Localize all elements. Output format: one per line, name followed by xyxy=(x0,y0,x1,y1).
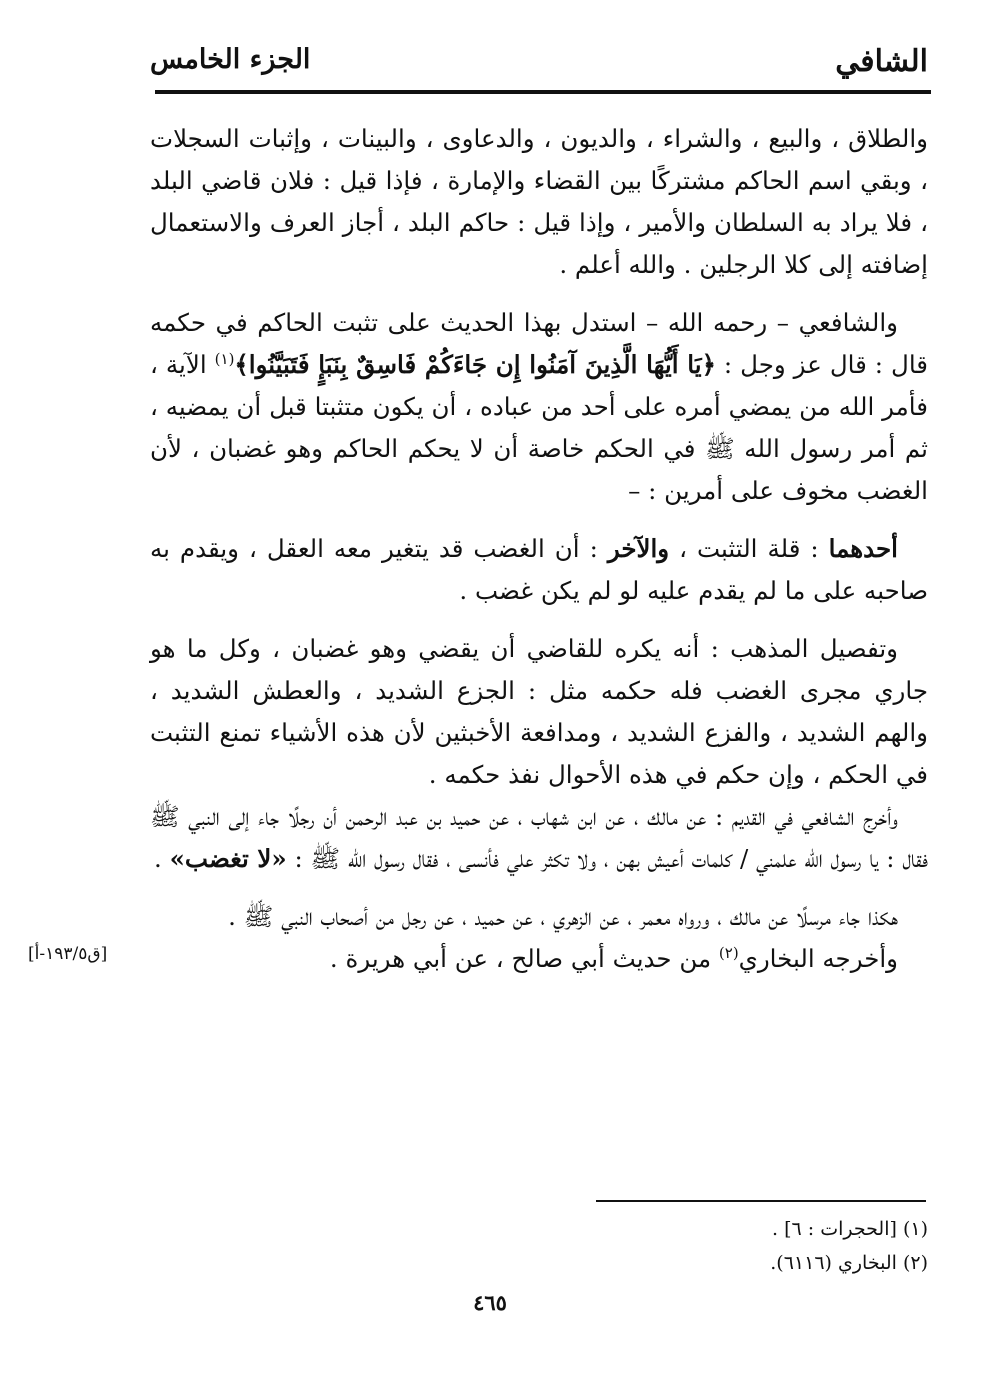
header-rule xyxy=(155,90,931,94)
part-title: الجزء الخامس xyxy=(150,44,311,75)
paragraph-text: وتفصيل المذهب : أنه يكره للقاضي أن يقضي وهو غضبان ، وكل ما هو جاري مجرى الغضب فله حكمه مثل : الجزع الشديد ، والعطش الشديد ، والهم الشديد ، والفزع الشديد ، ومدافعة الأخبثين لأن هذه الأشياء تمنع التثبت في الحكم ، وإن حكم في هذه الأحوال نفذ حكمه . xyxy=(150,634,928,789)
quran-verse: ﴿يَا أَيُّهَا الَّذِينَ آمَنُوا إِن جَاءَكُمْ فَاسِقٌ بِنَبَإٍ فَتَبَيَّنُوا﴾ xyxy=(234,350,716,379)
footnote-2: (٢) البخاري (٦١١٦). xyxy=(770,1252,928,1274)
paragraph-text-before-verse: والشافعي – رحمه الله – استدل بهذا الحديث على تثبت الحاكم في حكمه قال : قال عز وجل : xyxy=(150,308,929,379)
paragraph-text-before-hadith: وأخرج الشافعي في القديم : عن مالك ، عن ابن شهاب ، عن حميد بن عبد الرحمن أن رجلًا جاء إلى النبي ﷺ فقال : يا رسول الله علمني / كلمات أعيش بهن ، ولا تكثر علي فأنسى ، فقال رسول الله ﷺ : xyxy=(150,802,928,873)
paragraph-text: والطلاق ، والبيع ، والشراء ، والديون ، والدعاوى ، والبينات ، وإثبات السجلات ، وبقي اسم الحاكم مشتركًا بين القضاء والإمارة ، فإذا قيل : فلان قاضي البلد ، فلا يراد به السلطان والأمير ، وإذا قيل : حاكم البلد ، أجاز العرف والاستعمال إضافته إلى كلا الرجلين . والله أعلم . xyxy=(150,124,928,279)
running-head xyxy=(150,44,928,84)
paragraph-6 xyxy=(150,896,928,938)
paragraph-2 xyxy=(150,302,928,512)
paragraph-1 xyxy=(150,118,928,286)
term-first-text: : قلة التثبت ، xyxy=(669,534,829,563)
main-text xyxy=(150,118,928,980)
paragraph-text-after-hadith: . xyxy=(154,844,170,873)
paragraph-5 xyxy=(150,796,928,880)
manuscript-folio-note: [ق١٩٣/٥-أ] xyxy=(28,944,108,964)
footnote-1: (١) [الحجرات : ٦] . xyxy=(772,1218,928,1240)
term-second-text: : أن الغضب قد يتغير معه العقل ، ويقدم به صاحبه على ما لم يقدم عليه لو لم يكن غضب . xyxy=(150,534,928,605)
paragraph-text: هكذا جاء مرسلًا عن مالك ، ورواه معمر ، عن الزهري ، عن حميد ، عن رجل من أصحاب النبي ﷺ . xyxy=(228,902,898,931)
term-first: أحدهما xyxy=(828,534,898,563)
book-title: الشافي xyxy=(835,44,928,79)
paragraph-text-after-ref: من حديث أبي صالح ، عن أبي هريرة . xyxy=(329,944,719,973)
paragraph-4 xyxy=(150,628,928,796)
footnotes xyxy=(500,1212,928,1280)
paragraph-7 xyxy=(150,938,928,980)
paragraph-text-before-ref: وأخرجه البخاري xyxy=(738,944,898,973)
page-number: ٤٦٥ xyxy=(473,1290,507,1315)
term-second: والآخر xyxy=(607,534,670,563)
footnote-rule xyxy=(596,1200,926,1202)
paragraph-text-after-verse: الآية ، فأمر الله من يمضي أمره على أحد من عباده ، أن يكون متثبتا قبل أن يمضيه ، ثم أمر رسول الله ﷺ في الحكم خاصة أن لا يحكم الحاكم وهو غضبان ، لأن الغضب مخوف على أمرين : – xyxy=(150,350,928,505)
hadith-quote: «لا تغضب» xyxy=(169,844,287,873)
footnote-ref-1: (١) xyxy=(214,349,235,368)
footnote-ref-2: (٢) xyxy=(718,943,739,962)
paragraph-3 xyxy=(150,528,928,612)
